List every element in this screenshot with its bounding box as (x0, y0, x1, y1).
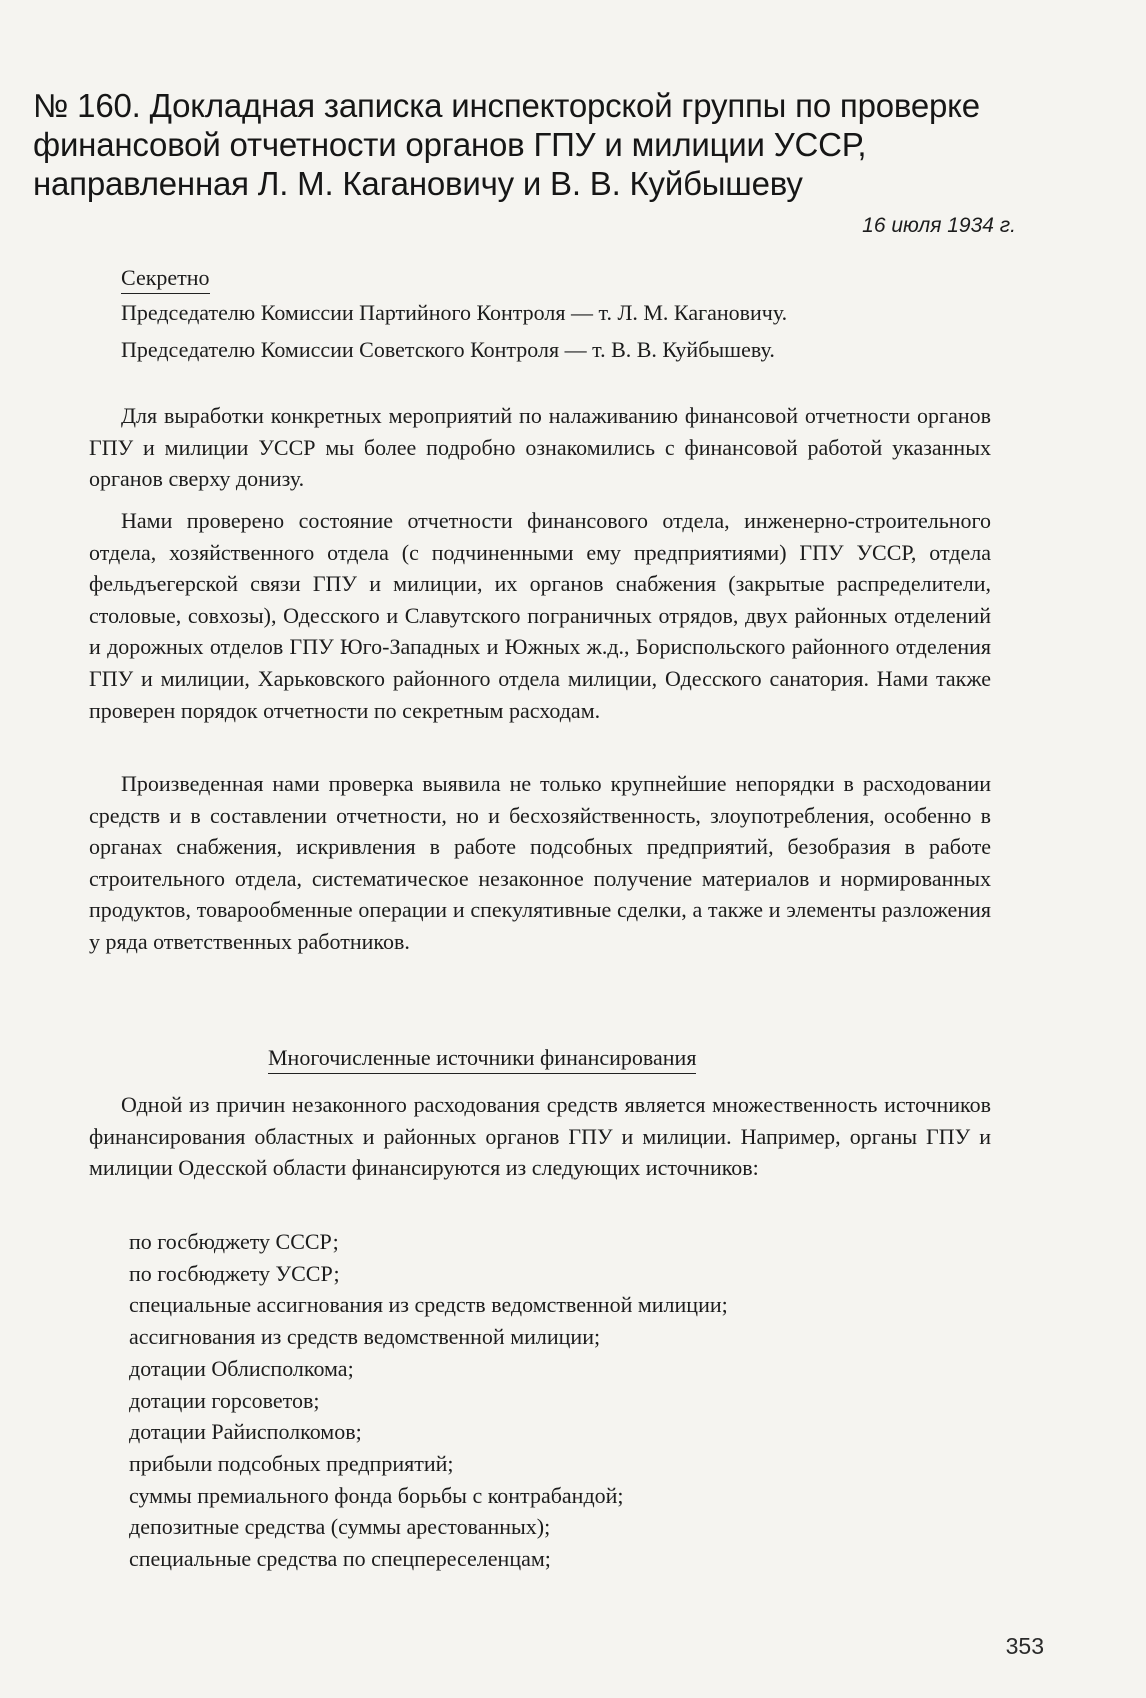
document-heading: № 160. Докладная записка инспекторской группы по проверке финансовой отчетности органов ГПУ и милиции УССР, направленная Л. М. Кагановичу и В. В. Куйбышеву (33, 87, 980, 202)
list-item: суммы премиального фонда борьбы с контрабандой; (129, 1482, 624, 1508)
document-date: 16 июля 1934 г. (862, 214, 1016, 237)
addressee-line: Председателю Комиссии Партийного Контроля — т. Л. М. Кагановичу. (121, 300, 788, 325)
page-number: 353 (1005, 1633, 1044, 1659)
list-item: по госбюджету СССР; (129, 1229, 339, 1254)
classification-label: Секретно (121, 265, 210, 294)
paragraph: Одной из причин незаконного расходования средств является множественность источников финансирования областных и районных органов ГПУ и милиции. Например, органы ГПУ и милиции Одесской области финансируются из следующих источников: (89, 1092, 991, 1181)
funding-sources-list (129, 1226, 728, 1575)
paragraph: Для выработки конкретных мероприятий по налаживанию финансовой отчетности органов ГПУ и милиции УССР мы более подробно ознакомились с финансовой работой указанных органов сверху донизу. (89, 403, 991, 492)
list-item: депозитные средства (суммы арестованных); (129, 1514, 551, 1540)
list-item: прибыли подсобных предприятий; (129, 1450, 454, 1476)
addressee-line: Председателю Комиссии Советского Контроля — т. В. В. Куйбышеву. (121, 337, 775, 362)
paragraph: Произведенная нами проверка выявила не только крупнейшие непорядки в расходовании средств и в составлении отчетности, но и бесхозяйственность, злоупотребления, особенно в органах снабжения, искривления в работе подсобных предприятий, безобразия в работе строительного отдела, систематическое незаконное получение материалов и нормированных продуктов, товарообменные операции и спекулятивные сделки, а также и элементы разложения у ряда ответственных работников. (89, 771, 991, 954)
section-subheading: Многочисленные источники финансирования (268, 1045, 696, 1074)
paragraph: Нами проверено состояние отчетности финансового отдела, инженерно-строительного отдела, хозяйственного отдела (с подчиненными ему предприятиями) ГПУ УССР, отдела фельдъегерской связи ГПУ и милиции, их органов снабжения (закрытые распределители, столовые, совхозы), Одесского и Славутского пограничных отрядов, двух районных отделений и дорожных отделов ГПУ Юго-Западных и Южных ж.д., Бориспольского районного отделения ГПУ и милиции, Харьковского районного отдела милиции, Одесского санатория. Нами также проверен порядок отчетности по секретным расходам. (89, 508, 991, 723)
list-item: дотации Райисполкомов; (129, 1419, 362, 1445)
list-item: специальные ассигнования из средств ведомственной милиции; (129, 1292, 728, 1318)
list-item: дотации Облисполкома; (129, 1355, 354, 1381)
list-item: ассигнования из средств ведомственной милиции; (129, 1324, 601, 1350)
list-item: специальные средства по спецпереселенцам; (129, 1546, 551, 1572)
list-item: дотации горсоветов; (129, 1387, 320, 1413)
list-item: по госбюджету УССР; (129, 1260, 340, 1286)
